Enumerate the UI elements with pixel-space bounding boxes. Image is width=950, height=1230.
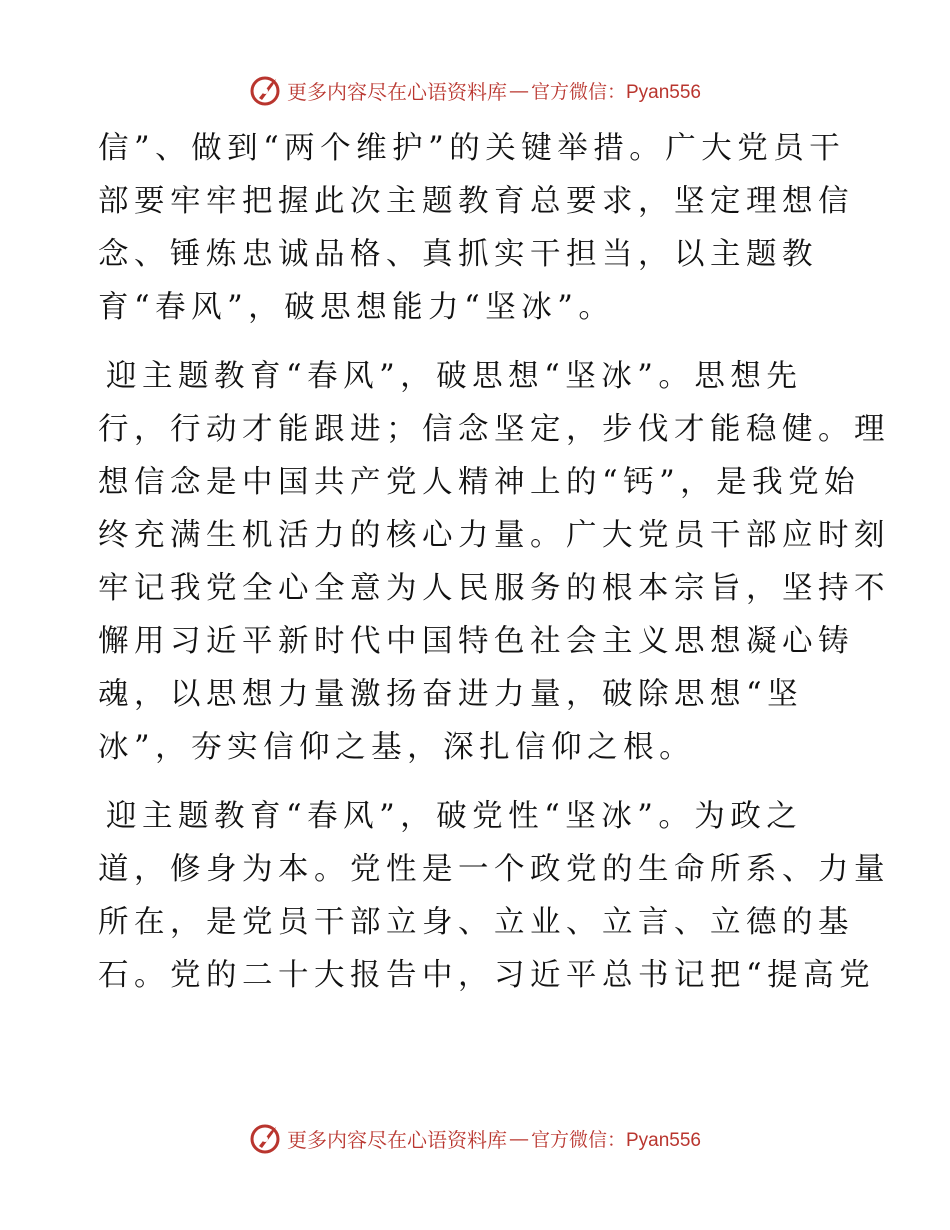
text-line: 行，行动才能跟进；信念坚定，步伐才能稳健。理 <box>98 412 890 447</box>
text-line: 牢记我党全心全意为人民服务的根本宗旨，坚持不 <box>98 571 890 606</box>
text-line: 迎主题教育“春风”，破党性“坚冰”。为政之 <box>106 799 803 834</box>
watermark-suffix: 官方微信：Pyan556 <box>530 81 701 103</box>
paragraph-2 <box>98 350 890 774</box>
text-line: 信”、做到“两个维护”的关键举措。广大党员干 <box>98 131 846 166</box>
paragraph-1 <box>98 122 858 334</box>
text-line: 石。党的二十大报告中，习近平总书记把“提高党 <box>98 958 876 993</box>
pen-logo-icon <box>249 73 283 107</box>
text-line: 迎主题教育“春风”，破思想“坚冰”。思想先 <box>106 359 803 394</box>
header-watermark <box>0 70 950 110</box>
watermark-text: 更多内容尽在心语资料库 <box>286 1127 507 1152</box>
text-line: 念、锤炼忠诚品格、真抓实干担当，以主题教 <box>98 237 818 272</box>
text-line: 育“春风”，破思想能力“坚冰”。 <box>98 290 615 325</box>
text-line: 想信念是中国共产党人精神上的“钙”，是我党始 <box>98 465 861 500</box>
footer-watermark <box>0 1118 950 1158</box>
watermark-text: 更多内容尽在心语资料库 <box>286 79 507 104</box>
text-line: 懈用习近平新时代中国特色社会主义思想凝心铸 <box>98 624 854 659</box>
text-line: 道，修身为本。党性是一个政党的生命所系、力量 <box>98 852 890 887</box>
text-line: 部要牢牢把握此次主题教育总要求，坚定理想信 <box>98 184 854 219</box>
watermark-suffix: 官方微信：Pyan556 <box>530 1129 701 1151</box>
document-body <box>98 122 890 1002</box>
text-line: 终充满生机活力的核心力量。广大党员干部应时刻 <box>98 518 890 553</box>
watermark-dash: — <box>508 1126 529 1150</box>
text-line: 所在，是党员干部立身、立业、立言、立德的基 <box>98 905 854 940</box>
text-line: 魂，以思想力量激扬奋进力量，破除思想“坚 <box>98 677 804 712</box>
watermark-dash: — <box>508 78 529 102</box>
paragraph-3 <box>98 790 890 1002</box>
pen-logo-icon <box>249 1121 283 1155</box>
text-line: 冰”，夯实信仰之基，深扎信仰之根。 <box>98 730 696 765</box>
